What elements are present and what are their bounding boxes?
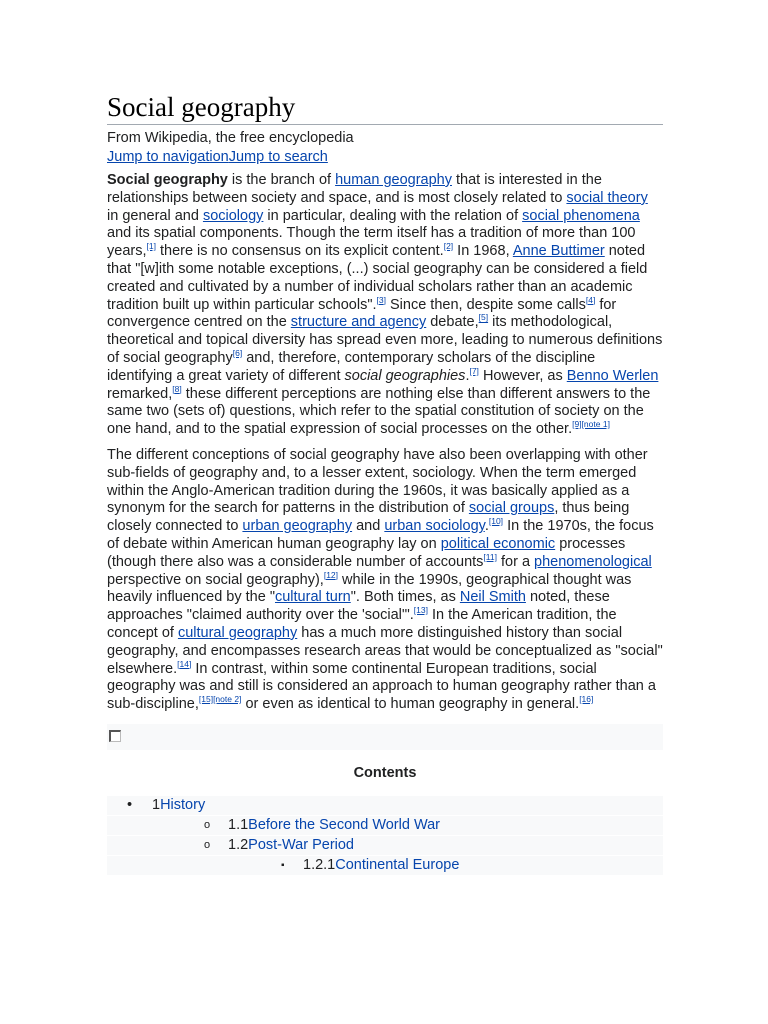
text: In the 1970s, the focus of debate within American human geography lay on bbox=[107, 518, 654, 552]
text: ". Both times, as bbox=[350, 589, 460, 606]
ref-11[interactable]: [11] bbox=[483, 551, 497, 562]
text: has a much more distinguished history than social geography, and encompasses research areas that would be conceptualized as "social" elsewhere. bbox=[107, 624, 663, 677]
table-of-contents bbox=[107, 724, 663, 875]
toc-item-continental-europe[interactable] bbox=[107, 856, 663, 875]
toc-toggle-checkbox[interactable] bbox=[109, 730, 121, 742]
text: . bbox=[465, 367, 470, 384]
text: for a bbox=[496, 553, 535, 570]
text: Since then, despite some calls bbox=[385, 296, 586, 313]
link-neil-smith[interactable]: Neil Smith bbox=[459, 589, 526, 606]
ref-1[interactable]: [1] bbox=[146, 241, 156, 252]
text: and, therefore, contemporary scholars of the discipline identifying a great variety of different bbox=[107, 349, 596, 384]
toc-bullet: o bbox=[204, 838, 211, 851]
toc-bullet: ▪ bbox=[281, 859, 285, 871]
ref-9-note-1[interactable]: [9][note 1] bbox=[572, 419, 610, 430]
link-social-phenomena[interactable]: social phenomena bbox=[522, 207, 640, 224]
toc-link[interactable]: Continental Europe bbox=[335, 856, 460, 873]
link-structure-and-agency[interactable]: structure and agency bbox=[290, 314, 427, 331]
text: there is no consensus on its explicit content. bbox=[155, 243, 444, 260]
text: However, as bbox=[478, 367, 567, 384]
text: these different perceptions are nothing else than different answers to the same two (sets of) questions, which refer to the spatial constitution of society on the one hand, and to the spatial expression of social processes on the other. bbox=[107, 385, 651, 438]
intro-paragraph-2 bbox=[107, 447, 663, 714]
page-title: Social geography bbox=[107, 90, 663, 125]
toc-item-history[interactable] bbox=[107, 796, 663, 815]
text: its methodological, theoretical and topical diversity has spread even more, leading to numerous definitions of social geography bbox=[107, 314, 663, 366]
link-political-economic[interactable]: political economic bbox=[440, 535, 556, 552]
text: In 1968, bbox=[453, 243, 513, 260]
text: for convergence centred on the bbox=[107, 296, 617, 331]
text: In the American tradition, the concept of bbox=[107, 607, 617, 641]
article bbox=[107, 90, 663, 876]
ref-6[interactable]: [6] bbox=[232, 348, 243, 359]
link-cultural-geography[interactable]: cultural geography bbox=[177, 624, 298, 641]
text: in particular, dealing with the relation of bbox=[263, 207, 523, 224]
ref-3[interactable]: [3] bbox=[376, 294, 386, 305]
ref-4[interactable]: [4] bbox=[585, 294, 596, 305]
toc-number: 1.2 bbox=[228, 836, 249, 853]
jump-to-search-link[interactable]: Jump to search bbox=[228, 149, 328, 165]
toc-title: Contents bbox=[107, 756, 663, 796]
intro-paragraph-1 bbox=[107, 172, 663, 439]
ref-13[interactable]: [13] bbox=[413, 605, 428, 616]
ref-10[interactable]: [10] bbox=[488, 516, 504, 527]
text: while in the 1990s, geographical thought was heavily influenced by the " bbox=[107, 571, 632, 606]
link-social-theory[interactable]: social theory bbox=[566, 189, 648, 206]
text: processes (though there also was a considerable number of accounts bbox=[107, 535, 626, 570]
site-tagline: From Wikipedia, the free encyclopedia bbox=[107, 130, 354, 146]
jump-to-navigation-link[interactable]: Jump to navigation bbox=[107, 149, 229, 165]
link-phenomenological[interactable]: phenomenological bbox=[534, 553, 652, 570]
text: In contrast, within some continental European traditions, social geography was and still is considered an approach to human geography rather than a sub-discipline, bbox=[107, 660, 656, 713]
text: perspective on social geography), bbox=[107, 571, 324, 588]
toc-item-post-war[interactable] bbox=[107, 836, 663, 855]
text: The different conceptions of social geography have also been overlapping with other sub-fields of geography and, to a lesser extent, sociology. When the term emerged within the Anglo-American tradition during the 1960s, it was basically applied as a synonym for the search for patterns in the distribution of bbox=[107, 446, 648, 517]
jump-links bbox=[107, 148, 663, 166]
text: in general and bbox=[107, 207, 203, 224]
toc-number: 1.2.1 bbox=[303, 856, 336, 873]
ref-15-note-2[interactable]: [15][note 2] bbox=[198, 694, 242, 705]
ref-12[interactable]: [12] bbox=[323, 569, 339, 580]
link-social-groups[interactable]: social groups bbox=[468, 500, 555, 517]
text: , thus being closely connected to bbox=[107, 500, 630, 535]
link-urban-sociology[interactable]: urban sociology bbox=[384, 518, 485, 535]
ref-5[interactable]: [5] bbox=[478, 312, 489, 323]
text: noted that "[w]ith some notable exceptions, (...) social geography can be considered a field created and cultivated by a number of individual scholars rather than an academic tradition built up within particular schools". bbox=[107, 243, 648, 313]
link-benno-werlen[interactable]: Benno Werlen bbox=[566, 367, 659, 384]
toc-link[interactable]: History bbox=[160, 796, 206, 813]
toc-number: 1 bbox=[152, 796, 161, 813]
term-bold: Social geography bbox=[107, 172, 228, 188]
link-sociology[interactable]: sociology bbox=[202, 207, 264, 224]
link-anne-buttimer[interactable]: Anne Buttimer bbox=[512, 243, 605, 260]
link-urban-geography[interactable]: urban geography bbox=[242, 518, 353, 535]
text: and bbox=[352, 518, 385, 535]
text: that is interested in the relationships between society and space, and is most closely related to bbox=[107, 172, 602, 206]
toc-item-before-ww2[interactable] bbox=[107, 816, 663, 835]
toc-number: 1.1 bbox=[228, 816, 249, 833]
italic-term: social geographies bbox=[344, 367, 466, 384]
toc-link[interactable]: Post-War Period bbox=[248, 836, 354, 853]
link-cultural-turn[interactable]: cultural turn bbox=[274, 589, 351, 606]
text: remarked, bbox=[107, 385, 173, 402]
ref-16[interactable]: [16] bbox=[579, 694, 594, 705]
toc-bullet: o bbox=[204, 818, 211, 831]
toc-bullet: • bbox=[127, 796, 133, 813]
text: debate, bbox=[426, 314, 479, 331]
text: is the branch of bbox=[227, 172, 336, 188]
text: noted, these approaches "claimed authority over the 'social'". bbox=[107, 589, 610, 624]
text: and its spatial components. Though the term itself has a tradition of more than 100 years, bbox=[107, 225, 636, 260]
ref-7[interactable]: [7] bbox=[469, 365, 479, 376]
toc-toggle-bar bbox=[107, 724, 663, 750]
ref-8[interactable]: [8] bbox=[172, 383, 182, 394]
text: . bbox=[484, 518, 489, 535]
ref-2[interactable]: [2] bbox=[443, 241, 454, 252]
toc-link[interactable]: Before the Second World War bbox=[248, 816, 440, 833]
ref-14[interactable]: [14] bbox=[177, 658, 192, 669]
link-human-geography[interactable]: human geography bbox=[335, 172, 452, 188]
text: or even as identical to human geography in general. bbox=[241, 696, 580, 713]
